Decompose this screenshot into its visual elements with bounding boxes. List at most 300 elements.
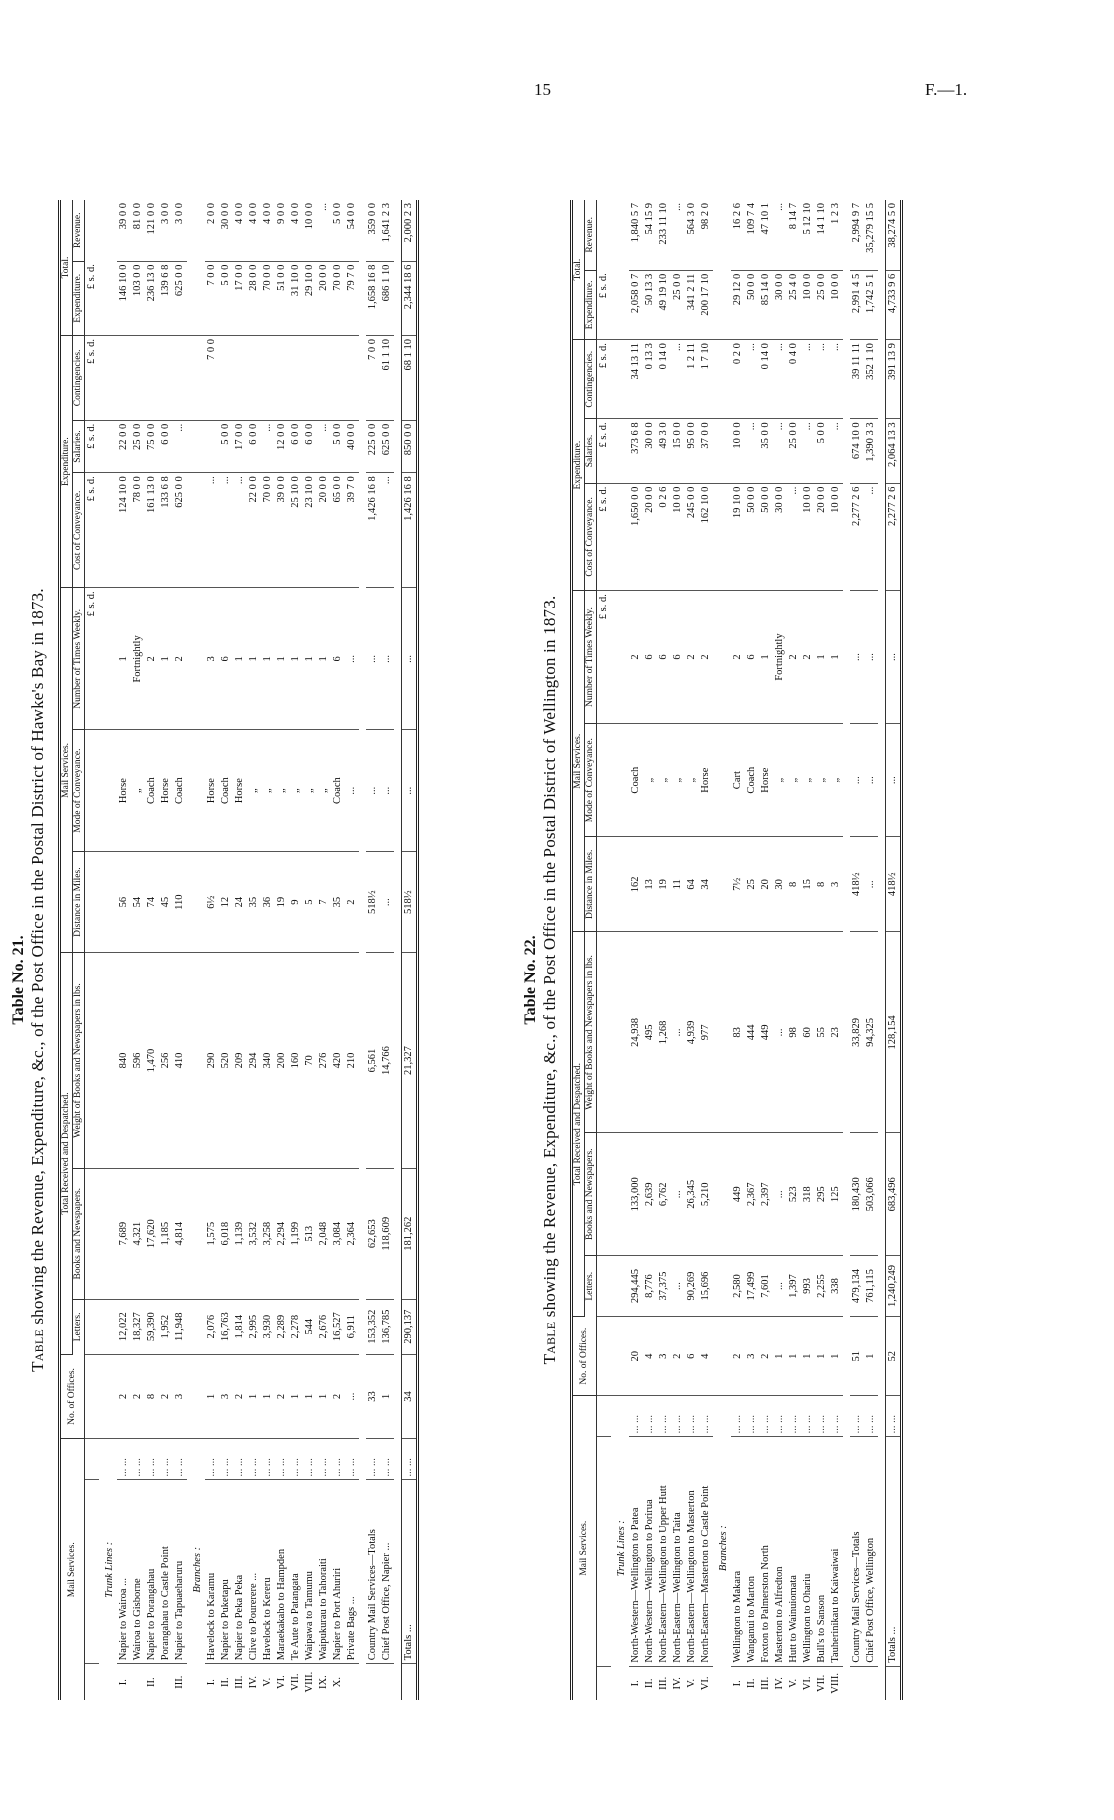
cell: 47 10 1: [759, 200, 773, 270]
header-mode: Mode of Conveyance.: [585, 723, 597, 836]
table-row: [643, 200, 657, 1700]
cell: Horse: [233, 730, 247, 851]
cell: 1,426 16 8: [402, 473, 418, 588]
cell: X.: [332, 1677, 343, 1688]
cell: 160: [289, 953, 303, 1168]
cell: [345, 335, 359, 420]
cell: 162 10 0: [699, 483, 713, 591]
cell: Coach: [219, 730, 233, 851]
cell: 2,048: [317, 1168, 331, 1299]
cell: 625 0 0: [380, 420, 394, 473]
header-contingencies: Contingencies.: [585, 340, 597, 419]
cell: I.: [630, 1680, 641, 1687]
cell: 686 1 10: [380, 261, 394, 335]
cell: 19: [275, 851, 289, 953]
unit-spacer: [597, 837, 612, 932]
cell: 4,814: [173, 1168, 187, 1299]
cell: IX.: [318, 1675, 329, 1690]
cell: [345, 1664, 359, 1700]
cell: ...: [380, 730, 394, 851]
cell: Fortnightly: [773, 591, 787, 724]
empty-cell: [611, 270, 629, 339]
cell: 1: [801, 1317, 815, 1396]
cell: 523: [787, 1133, 801, 1256]
cell: 225 0 0: [366, 420, 380, 473]
table-21-number: Table No. 21.: [10, 935, 27, 1025]
cell: [864, 1666, 878, 1700]
empty-cell: [713, 340, 731, 419]
cell: 233 11 10: [657, 200, 671, 270]
empty-cell: [611, 837, 629, 932]
leader-dots: ... ...: [145, 1439, 159, 1480]
cell: [117, 335, 131, 420]
cell: 9: [289, 851, 303, 953]
cell: III.: [658, 1676, 669, 1690]
cell: 133,000: [629, 1133, 643, 1256]
leader-dots: ... ...: [247, 1439, 261, 1480]
cell: 2,058 0 7: [629, 270, 643, 339]
cell: 6 0 0: [247, 420, 261, 473]
leader-dots: ... ...: [829, 1396, 843, 1437]
cell: 236 13 0: [145, 261, 159, 335]
cell: 10 0 0: [801, 483, 815, 591]
cell: 6: [671, 591, 685, 724]
cell: „: [657, 723, 671, 836]
cell: [131, 1664, 145, 1700]
cell: 34: [699, 837, 713, 932]
cell: ...: [773, 200, 787, 270]
cell: [331, 335, 345, 420]
cell: 0 4 0: [787, 340, 801, 419]
cell: 95 0 0: [685, 419, 699, 483]
cell: 7 0 0: [366, 335, 380, 420]
cell: 0 2 0: [731, 340, 745, 419]
cell: 256: [159, 953, 173, 1168]
cell: 3: [745, 1317, 759, 1396]
cell: Maraekakaho to Hampden: [275, 1480, 289, 1664]
cell: 75 0 0: [145, 420, 159, 473]
spacer: [843, 270, 850, 1700]
empty-cell: [713, 419, 731, 483]
currency-unit: £ s. d.: [597, 591, 612, 724]
leader-dots: ... ...: [787, 1396, 801, 1437]
trunk-lines-label: Trunk Lines :: [616, 1520, 627, 1577]
cell: 54 0 0: [345, 200, 359, 261]
cell: III.: [234, 1675, 245, 1689]
table-row: [289, 200, 303, 1700]
cell: 1,650 0 0: [629, 483, 643, 591]
cell: 35: [331, 851, 345, 953]
cell: IV.: [774, 1677, 785, 1690]
cell: ...: [671, 200, 685, 270]
cell: 10 0 0: [829, 483, 843, 591]
leader-dots: ... ...: [205, 1439, 219, 1480]
currency-unit: £ s. d.: [597, 419, 612, 483]
cell: 26,345: [685, 1133, 699, 1256]
cell: 110: [173, 851, 187, 953]
cell: 6 0 0: [159, 420, 173, 473]
cell: 59,390: [145, 1299, 159, 1354]
cell: 200 17 10: [699, 270, 713, 339]
unit-spacer: [85, 953, 100, 1168]
table-21-title: Table showing the Revenue, Expenditure, &c., of the Post Office in the Postal District of Hawke's Bay in 1873.: [28, 588, 47, 1372]
empty-cell: [187, 1168, 205, 1299]
cell: 30 0 0: [773, 270, 787, 339]
cell: 12: [219, 851, 233, 953]
table-row: [303, 200, 317, 1700]
empty-cell: [611, 723, 629, 836]
cell: Wellington to Ohariu: [801, 1437, 815, 1666]
cell: Totals ...: [886, 1437, 902, 1666]
leader-dots: ... ...: [159, 1439, 173, 1480]
cell: 17 0 0: [233, 420, 247, 473]
header-mail-services-group: Mail Services.: [572, 591, 585, 932]
cell: 1,199: [289, 1168, 303, 1299]
cell: 62,653: [366, 1168, 380, 1299]
leader-dots: ... ...: [671, 1396, 685, 1437]
cell: 1,268: [657, 932, 671, 1133]
cell: 1,139: [233, 1168, 247, 1299]
unit-spacer: [85, 1354, 100, 1439]
cell: 1,952: [159, 1299, 173, 1354]
unit-spacer: [597, 723, 612, 836]
cell: ...: [829, 419, 843, 483]
cell: 30 0 0: [643, 419, 657, 483]
cell: 4,939: [685, 932, 699, 1133]
cell: 1: [787, 1317, 801, 1396]
cell: 318: [801, 1133, 815, 1256]
cell: 2: [731, 591, 745, 724]
empty-cell: [713, 837, 731, 932]
header-letters: Letters.: [585, 1256, 597, 1317]
cell: 64: [685, 837, 699, 932]
cell: Coach: [145, 730, 159, 851]
cell: 513: [303, 1168, 317, 1299]
unit-spacer: [597, 1437, 612, 1666]
cell: 1,240,249: [886, 1256, 902, 1317]
leader-dots: ... ...: [366, 1439, 380, 1480]
empty-cell: [713, 483, 731, 591]
leader-dots: ... ...: [801, 1396, 815, 1437]
grand-total-row: [402, 200, 418, 1700]
cell: Napier to Porangahau: [145, 1480, 159, 1664]
cell: 56: [117, 851, 131, 953]
cell: 449: [759, 932, 773, 1133]
table-row: [345, 200, 359, 1700]
page-number: 15: [534, 80, 551, 99]
cell: 2,294: [275, 1168, 289, 1299]
unit-spacer: [85, 1664, 100, 1700]
cell: 2,639: [643, 1133, 657, 1256]
cell: 10 0 0: [671, 483, 685, 591]
cell: ...: [829, 340, 843, 419]
cell: ...: [380, 588, 394, 730]
cell: 1: [864, 1317, 878, 1396]
currency-unit: £ s. d.: [85, 420, 100, 473]
table-row: [699, 200, 713, 1700]
empty-cell: [187, 1354, 205, 1439]
cell: 338: [829, 1256, 843, 1317]
cell: 50 0 0: [745, 270, 759, 339]
cell: VI.: [700, 1676, 711, 1691]
table-row: [275, 200, 289, 1700]
cell: 34 13 11: [629, 340, 643, 419]
cell: ...: [366, 730, 380, 851]
spacer: [359, 261, 366, 1700]
cell: 17,620: [145, 1168, 159, 1299]
cell: 79 7 0: [345, 261, 359, 335]
cell: 25 0 0: [815, 270, 829, 339]
cell: 1 2 11: [685, 340, 699, 419]
empty-cell: [611, 1256, 629, 1317]
currency-unit: £ s. d.: [597, 270, 612, 339]
cell: ...: [801, 419, 815, 483]
cell: III.: [174, 1675, 185, 1689]
cell: 37,375: [657, 1256, 671, 1317]
cell: 51: [850, 1317, 864, 1396]
cell: 2,277 2 6: [850, 483, 864, 591]
cell: 125: [829, 1133, 843, 1256]
cell: 31 10 0: [289, 261, 303, 335]
cell: 10 0 0: [303, 200, 317, 261]
cell: 33: [366, 1354, 380, 1439]
cell: ...: [864, 837, 878, 932]
cell: 70: [303, 953, 317, 1168]
cell: Masterton to Alfredton: [773, 1437, 787, 1666]
header-offices: No. of Offices.: [572, 1317, 597, 1396]
empty-cell: [611, 591, 629, 724]
cell: 2,397: [759, 1133, 773, 1256]
cell: 22 0 0: [117, 420, 131, 473]
cell: 7: [317, 851, 331, 953]
totals-row: [366, 200, 380, 1700]
header-expenditure-group: Expenditure.: [60, 335, 73, 587]
header-distance: Distance in Miles.: [585, 837, 597, 932]
cell: 25 0 0: [787, 419, 801, 483]
cell: Coach: [745, 723, 759, 836]
cell: 3 0 0: [159, 200, 173, 261]
cell: 30 0 0: [219, 200, 233, 261]
cell: 6,911: [345, 1299, 359, 1354]
cell: 2,991 4 5: [850, 270, 864, 339]
cell: Coach: [629, 723, 643, 836]
cell: 2,367: [745, 1133, 759, 1256]
cell: 2: [731, 1317, 745, 1396]
table-row: [145, 200, 159, 1700]
leader-dots: ... ...: [699, 1396, 713, 1437]
cell: ...: [345, 730, 359, 851]
cell: 35,279 15 5: [864, 200, 878, 270]
cell: 3 0 0: [173, 200, 187, 261]
cell: I.: [732, 1680, 743, 1687]
cell: ...: [886, 723, 902, 836]
cell: 2: [671, 1317, 685, 1396]
cell: [173, 335, 187, 420]
cell: 2,995: [247, 1299, 261, 1354]
cell: 6: [685, 1317, 699, 1396]
cell: [247, 335, 261, 420]
cell: VII.: [290, 1673, 301, 1691]
cell: Private Bags ...: [345, 1480, 359, 1664]
cell: 2,277 2 6: [886, 483, 902, 591]
cell: 1,641 2 3: [380, 200, 394, 261]
cell: 30 0 0: [773, 483, 787, 591]
cell: 1: [815, 591, 829, 724]
cell: [850, 1666, 864, 1700]
cell: 200: [275, 953, 289, 1168]
cell: 6,018: [219, 1168, 233, 1299]
unit-spacer: [85, 1439, 100, 1480]
empty-cell: [99, 730, 117, 851]
cell: Coach: [173, 730, 187, 851]
document-reference: F.—1.: [925, 80, 968, 99]
cell: 1 2 3: [829, 200, 843, 270]
cell: Horse: [117, 730, 131, 851]
cell: ...: [345, 1354, 359, 1439]
cell: ...: [801, 340, 815, 419]
table-row: [759, 200, 773, 1700]
cell: North-Eastern—Wellington to Taita: [671, 1437, 685, 1666]
header-total-group: Total.: [572, 200, 585, 340]
cell: Wanganui to Marton: [745, 1437, 759, 1666]
cell: ...: [402, 588, 418, 730]
cell: 4 0 0: [247, 200, 261, 261]
cell: „: [773, 723, 787, 836]
cell: 139 6 8: [159, 261, 173, 335]
grand-total-row: [886, 200, 902, 1700]
cell: 444: [745, 932, 759, 1133]
cell: „: [275, 730, 289, 851]
cell: 20: [629, 1317, 643, 1396]
cell: 1: [261, 588, 275, 730]
cell: 6: [219, 588, 233, 730]
title-lead-word: Table: [540, 1321, 559, 1365]
cell: 1,185: [159, 1168, 173, 1299]
leader-dots: ... ...: [643, 1396, 657, 1437]
cell: ...: [345, 588, 359, 730]
cell: 840: [117, 953, 131, 1168]
cell: 2: [159, 1354, 173, 1439]
cell: 136,785: [380, 1299, 394, 1354]
header-total-received: Total Received and Despatched.: [572, 932, 585, 1317]
header-times: Number of Times Weekly.: [585, 591, 597, 724]
cell: ...: [787, 483, 801, 591]
branches-label: Branches :: [718, 1525, 729, 1572]
header-contingencies: Contingencies.: [73, 335, 85, 420]
cell: 25 4 0: [787, 270, 801, 339]
cell: 5 0 0: [331, 200, 345, 261]
cell: 0 13 3: [643, 340, 657, 419]
cell: 1 7 10: [699, 340, 713, 419]
cell: Waipukurau to Tahoraiti: [317, 1480, 331, 1664]
cell: 2: [699, 591, 713, 724]
cell: 2 0 0: [205, 200, 219, 261]
empty-cell: [99, 261, 117, 335]
cell: 290: [205, 953, 219, 1168]
cell: ...: [773, 1133, 787, 1256]
cell: 5 12 10: [801, 200, 815, 270]
cell: Waipawa to Tamumu: [303, 1480, 317, 1664]
cell: 33,829: [850, 932, 864, 1133]
cell: 2,289: [275, 1299, 289, 1354]
cell: 5 0 0: [219, 261, 233, 335]
header-times: Number of Times Weekly.: [73, 588, 85, 730]
cell: ...: [864, 723, 878, 836]
leader-dots: ... ...: [219, 1439, 233, 1480]
header-distance: Distance in Miles.: [73, 851, 85, 953]
leader-dots: ... ...: [886, 1396, 902, 1437]
cell: 25 10 0: [289, 473, 303, 588]
cell: 13: [643, 837, 657, 932]
cell: 10 0 0: [829, 270, 843, 339]
cell: 5 0 0: [815, 419, 829, 483]
cell: ...: [317, 200, 331, 261]
empty-cell: [611, 419, 629, 483]
cell: 162: [629, 837, 643, 932]
cell: 2: [759, 1317, 773, 1396]
cell: 9 0 0: [275, 200, 289, 261]
cell: 1: [159, 588, 173, 730]
leader-dots: ... ...: [629, 1396, 643, 1437]
cell: 50 0 0: [759, 483, 773, 591]
cell: Horse: [205, 730, 219, 851]
leader-dots: ... ...: [380, 1439, 394, 1480]
cell: Chief Post Office, Napier ...: [380, 1480, 394, 1664]
table-row: [671, 200, 685, 1700]
cell: 7½: [731, 837, 745, 932]
leader-dots: ... ...: [345, 1439, 359, 1480]
cell: 276: [317, 953, 331, 1168]
cell: Coach: [331, 730, 345, 851]
table-row: [629, 200, 643, 1700]
cell: [303, 335, 317, 420]
leader-dots: ... ...: [331, 1439, 345, 1480]
cell: 61 1 10: [380, 335, 394, 420]
table-row: [205, 200, 219, 1700]
cell: 1: [247, 588, 261, 730]
table-row: [685, 200, 699, 1700]
table-row: [247, 200, 261, 1700]
cell: 2: [801, 591, 815, 724]
header-revenue: Revenue.: [73, 200, 85, 261]
cell: 4,321: [131, 1168, 145, 1299]
cell: 19 10 0: [731, 483, 745, 591]
cell: Te Aute to Patangata: [289, 1480, 303, 1664]
table-row: [801, 200, 815, 1700]
cell: VIII.: [830, 1672, 841, 1694]
table-row: [787, 200, 801, 1700]
cell: 625 0 0: [173, 261, 187, 335]
cell: Havelock to Karamu: [205, 1480, 219, 1664]
cell: ...: [773, 932, 787, 1133]
empty-cell: [187, 1299, 205, 1354]
cell: 29 12 0: [731, 270, 745, 339]
cell: 2,064 13 3: [886, 419, 902, 483]
cell: 98 2 0: [699, 200, 713, 270]
leader-dots: ... ...: [275, 1439, 289, 1480]
cell: 17 0 0: [233, 261, 247, 335]
cell: ...: [380, 473, 394, 588]
cell: Fortnightly: [131, 588, 145, 730]
cell: 22 0 0: [247, 473, 261, 588]
leader-dots: ... ...: [261, 1439, 275, 1480]
empty-cell: [187, 261, 205, 335]
cell: 3,084: [331, 1168, 345, 1299]
cell: 30: [773, 837, 787, 932]
cell: ...: [671, 932, 685, 1133]
cell: I.: [118, 1679, 129, 1686]
cell: [380, 1664, 394, 1700]
